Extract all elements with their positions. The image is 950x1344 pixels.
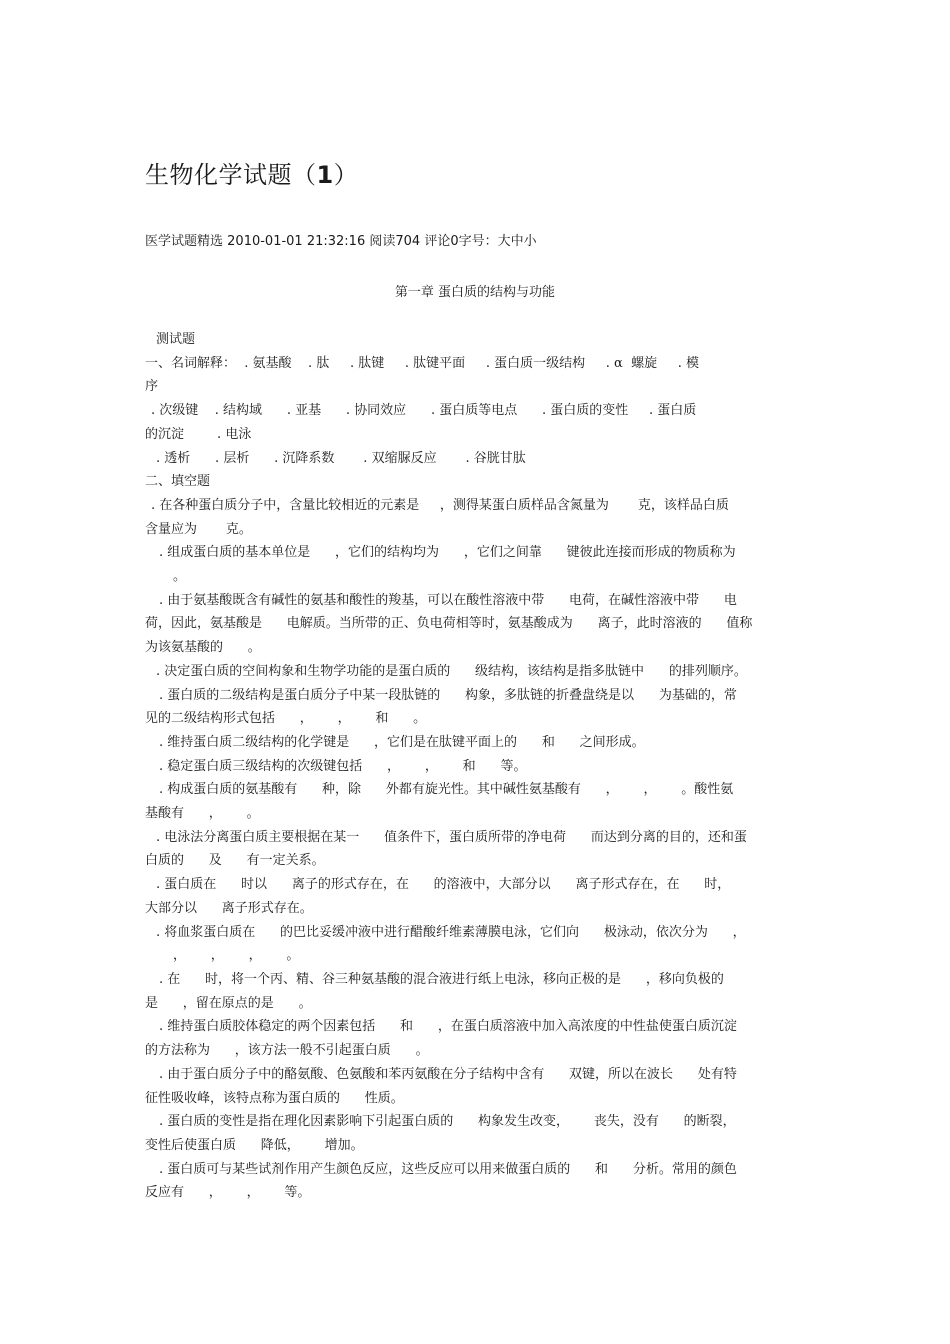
question-line: . 组成蛋白质的基本单位是 ，它们的结构均为 ，它们之间靠 键彼此连接而形成的物质称为 — [159, 545, 736, 561]
chapter-heading: 第一章 蛋白质的结构与功能 — [394, 285, 556, 300]
text-line: 的沉淀 . 电泳 — [145, 426, 252, 442]
section-heading-fill: 二、填空题 — [145, 474, 211, 490]
question-line: . 由于氨基酸既含有碱性的氨基和酸性的羧基，可以在酸性溶液中带 电荷，在碱性溶液中带 电 — [159, 592, 737, 608]
title-text: 生物化学试题（ — [145, 161, 317, 189]
question-line: . 蛋白质在 时以 离子的形式存在，在 的溶液中，大部分以 离子形式存在，在 时， — [156, 877, 731, 893]
title-number: 1 — [316, 161, 334, 189]
post-meta — [145, 230, 537, 249]
meta-source[interactable]: 医学试题精选 — [145, 234, 224, 249]
question-line: ， ， ， 。 — [173, 948, 300, 964]
meta-reads: 阅读704 — [369, 234, 421, 249]
title-close: ） — [333, 161, 359, 189]
question-line: 是 ，留在原点的是 。 — [145, 995, 312, 1011]
section-label: 测试题 — [156, 332, 196, 347]
question-line: 征性吸收峰，该特点称为蛋白质的 性质。 — [145, 1090, 404, 1106]
question-line: 变性后使蛋白质 降低， 增加。 — [145, 1137, 364, 1153]
question-line: . 在各种蛋白质分子中，含量比较相近的元素是 ，测得某蛋白质样品含氮量为 克，该样品白质 — [151, 497, 729, 513]
text-line: . 透析 . 层析 . 沉降系数 . 双缩脲反应 . 谷胱甘肽 — [156, 450, 526, 466]
question-line: . 电泳法分离蛋白质主要根据在某一 值条件下，蛋白质所带的净电荷 而达到分离的目的，还和蛋 — [156, 829, 747, 845]
question-line: . 蛋白质的变性是指在理化因素影响下引起蛋白质的 构象发生改变， 丧失，没有 的断裂， — [159, 1114, 736, 1130]
meta-comments[interactable]: 评论0 — [424, 234, 459, 249]
question-line: . 维持蛋白质二级结构的化学键是 ，它们是在肽键平面上的 和 之间形成。 — [159, 734, 645, 750]
question-line: 荷，因此，氨基酸是 电解质。当所带的正、负电荷相等时，氨基酸成为 离子，此时溶液的 值称 — [145, 616, 753, 632]
meta-fontsize[interactable]: 字号：大中小 — [458, 234, 537, 249]
question-line: 反应有 ， ， 等。 — [145, 1185, 311, 1201]
question-line: 见的二级结构形式包括 ， ， 和 。 — [145, 711, 427, 727]
question-line: 大部分以 离子形式存在。 — [145, 900, 313, 916]
article-body — [145, 328, 807, 1205]
question-line: 。 — [173, 569, 187, 585]
question-line: . 决定蛋白质的空间构象和生物学功能的是蛋白质的 级结构，该结构是指多肽链中 的排列顺序。 — [156, 663, 747, 679]
question-line: 的方法称为 ，该方法一般不引起蛋白质 。 — [145, 1043, 429, 1059]
question-line: . 蛋白质可与某些试剂作用产生颜色反应，这些反应可以用来做蛋白质的 和 分析。常用的颜色 — [159, 1161, 737, 1177]
question-line: . 构成蛋白质的氨基酸有 种，除 外都有旋光性。其中碱性氨基酸有 ， ， 。酸性氨 — [159, 782, 734, 798]
question-line: . 蛋白质的二级结构是蛋白质分子中某一段肽链的 构象，多肽链的折叠盘绕是以 为基础的，常 — [159, 687, 737, 703]
text-line: 序 — [145, 379, 159, 395]
question-line: . 在 时，将一个丙、精、谷三种氨基酸的混合液进行纸上电泳，移向正极的是 ，移向负极的 — [159, 971, 724, 987]
section-heading-terms: 一、名词解释： . 氨基酸 . 肽 . 肽键 . 肽键平面 . 蛋白质一级结构 . α 螺旋 . 模 — [145, 355, 699, 371]
question-line: . 将血浆蛋白质在 的巴比妥缓冲液中进行醋酸纤维素薄膜电泳，它们向 极泳动，依次分为 ， — [156, 924, 746, 940]
question-line: . 由于蛋白质分子中的酪氨酸、色氨酸和苯丙氨酸在分子结构中含有 双键，所以在波长 处有特 — [159, 1066, 737, 1082]
question-line: 白质的 及 有一定关系。 — [145, 853, 325, 869]
meta-datetime: 2010-01-01 21:32:16 — [227, 234, 366, 249]
question-line: 为该氨基酸的 。 — [145, 640, 261, 656]
text-line: . 次级键 . 结构域 . 亚基 . 协同效应 . 蛋白质等电点 . 蛋白质的变性 . 蛋白质 — [151, 403, 697, 419]
question-line: . 维持蛋白质胶体稳定的两个因素包括 和 ，在蛋白质溶液中加入高浓度的中性盐使蛋白质沉淀 — [159, 1019, 737, 1035]
question-line: 基酸有 ， 。 — [145, 806, 260, 822]
question-line: 含量应为 克。 — [145, 521, 252, 537]
page-title — [145, 155, 358, 190]
question-line: . 稳定蛋白质三级结构的次级键包括 ， ， 和 等。 — [159, 758, 527, 774]
